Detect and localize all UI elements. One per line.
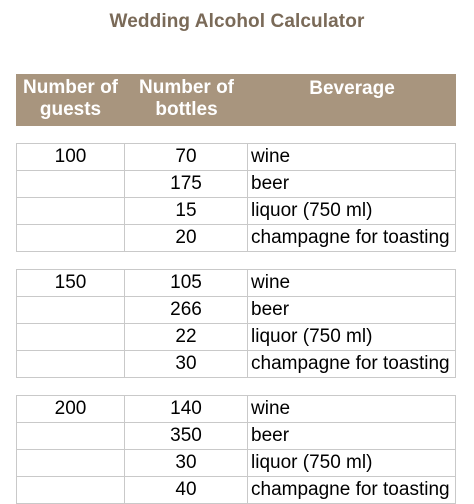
beverage-cell: beer bbox=[248, 423, 456, 450]
beverage-cell: liquor (750 ml) bbox=[248, 324, 456, 351]
guests-cell: 150 bbox=[16, 269, 125, 297]
table-row bbox=[16, 395, 456, 423]
table-row bbox=[16, 171, 456, 198]
guests-cell bbox=[16, 225, 125, 252]
header-spacer bbox=[16, 126, 456, 143]
bottles-cell: 30 bbox=[125, 450, 248, 477]
guests-cell bbox=[16, 324, 125, 351]
table-row bbox=[16, 324, 456, 351]
table-row bbox=[16, 225, 456, 252]
table-row bbox=[16, 297, 456, 324]
header-guests-label: Number of guests bbox=[23, 77, 118, 120]
beverage-cell: wine bbox=[248, 395, 456, 423]
beverage-cell: champagne for toasting bbox=[248, 351, 456, 378]
page-title: Wedding Alcohol Calculator bbox=[109, 11, 365, 32]
group-spacer bbox=[16, 378, 456, 395]
table-row bbox=[16, 143, 456, 171]
bottles-cell: 40 bbox=[125, 477, 248, 504]
table-row bbox=[16, 450, 456, 477]
alcohol-calculator-table bbox=[16, 74, 456, 504]
bottles-cell: 70 bbox=[125, 143, 248, 171]
beverage-cell: champagne for toasting bbox=[248, 225, 456, 252]
bottles-cell: 30 bbox=[125, 351, 248, 378]
bottles-cell: 350 bbox=[125, 423, 248, 450]
bottles-cell: 20 bbox=[125, 225, 248, 252]
beverage-cell: wine bbox=[248, 269, 456, 297]
group-spacer bbox=[16, 252, 456, 269]
header-bottles bbox=[125, 74, 248, 126]
beverage-cell: beer bbox=[248, 297, 456, 324]
table-row bbox=[16, 351, 456, 378]
bottles-cell: 140 bbox=[125, 395, 248, 423]
header-beverage-label: Beverage bbox=[309, 78, 395, 99]
bottles-cell: 266 bbox=[125, 297, 248, 324]
guests-cell: 200 bbox=[16, 395, 125, 423]
table-row bbox=[16, 269, 456, 297]
header-bottles-label: Number of bottles bbox=[139, 77, 234, 120]
beverage-cell: wine bbox=[248, 143, 456, 171]
table-row bbox=[16, 477, 456, 504]
table-row bbox=[16, 423, 456, 450]
bottles-cell: 105 bbox=[125, 269, 248, 297]
table-row bbox=[16, 198, 456, 225]
guests-cell bbox=[16, 198, 125, 225]
bottles-cell: 22 bbox=[125, 324, 248, 351]
bottles-cell: 15 bbox=[125, 198, 248, 225]
guests-cell bbox=[16, 477, 125, 504]
guests-cell bbox=[16, 171, 125, 198]
guests-cell bbox=[16, 450, 125, 477]
beverage-cell: liquor (750 ml) bbox=[248, 450, 456, 477]
guests-cell bbox=[16, 297, 125, 324]
bottles-cell: 175 bbox=[125, 171, 248, 198]
table-body bbox=[16, 126, 456, 504]
beverage-cell: liquor (750 ml) bbox=[248, 198, 456, 225]
guests-cell bbox=[16, 423, 125, 450]
header-beverage bbox=[248, 74, 456, 126]
beverage-cell: champagne for toasting bbox=[248, 477, 456, 504]
guests-cell bbox=[16, 351, 125, 378]
beverage-cell: beer bbox=[248, 171, 456, 198]
header-guests bbox=[16, 74, 125, 126]
guests-cell: 100 bbox=[16, 143, 125, 171]
table-header-row bbox=[16, 74, 456, 126]
